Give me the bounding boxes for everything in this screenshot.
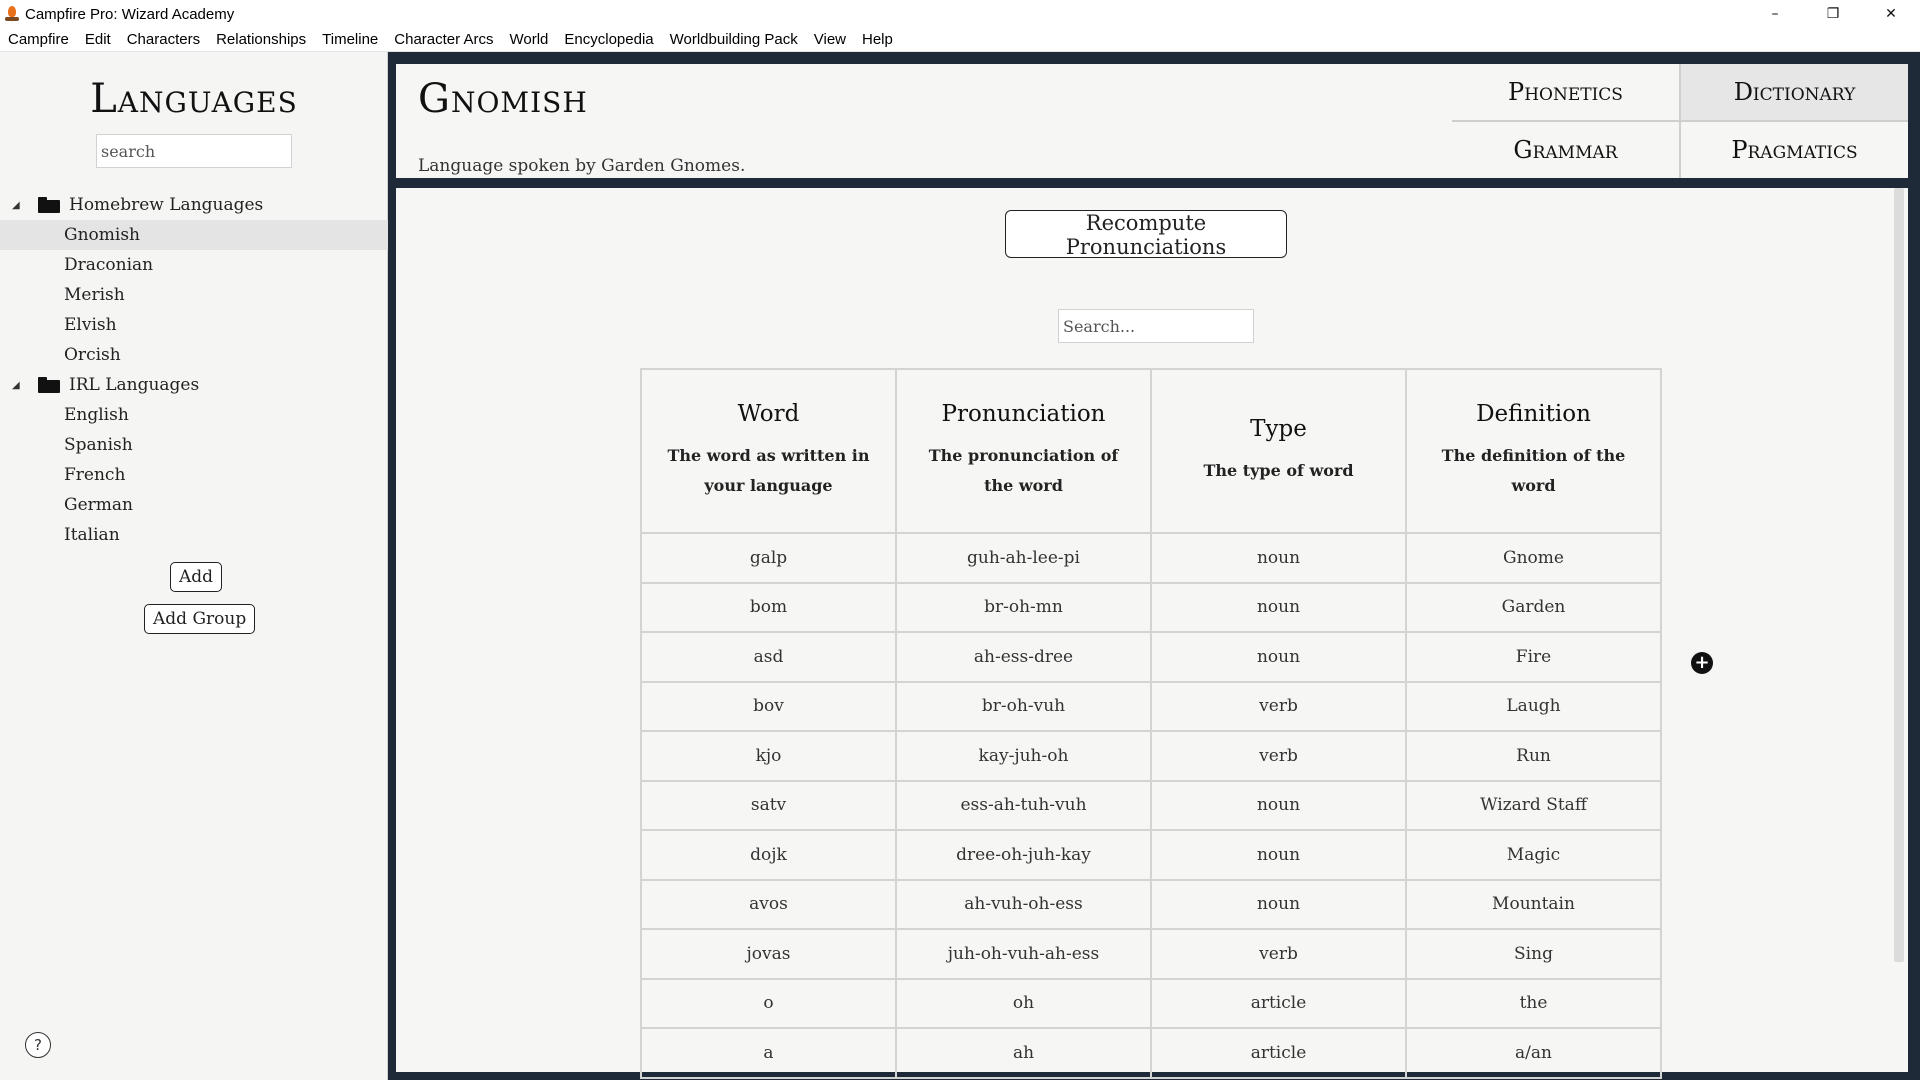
- folder-icon: [38, 197, 60, 213]
- tab-phonetics[interactable]: Phonetics: [1452, 64, 1679, 120]
- table-row[interactable]: [641, 929, 1661, 979]
- pronunciation-cell[interactable]: guh-ah-lee-pi: [896, 533, 1151, 583]
- pronunciation-cell[interactable]: juh-oh-vuh-ah-ess: [896, 929, 1151, 979]
- type-cell[interactable]: noun: [1151, 533, 1406, 583]
- column-subtitle: The type of word: [1203, 461, 1354, 480]
- column-header-type: [1151, 369, 1406, 533]
- language-item-spanish[interactable]: Spanish: [64, 435, 133, 455]
- pronunciation-cell[interactable]: kay-juh-oh: [896, 731, 1151, 781]
- title-bar: [0, 0, 1920, 28]
- table-row[interactable]: [641, 533, 1661, 583]
- type-cell[interactable]: noun: [1151, 583, 1406, 633]
- definition-cell[interactable]: Gnome: [1406, 533, 1661, 583]
- definition-cell[interactable]: Sing: [1406, 929, 1661, 979]
- word-cell[interactable]: asd: [641, 632, 896, 682]
- group-label: IRL Languages: [69, 375, 200, 395]
- menu-campfire[interactable]: Campfire: [8, 31, 69, 48]
- word-cell[interactable]: dojk: [641, 830, 896, 880]
- tab-grammar[interactable]: Grammar: [1452, 122, 1679, 178]
- scrollbar[interactable]: [1894, 188, 1904, 962]
- type-cell[interactable]: noun: [1151, 880, 1406, 930]
- language-item-german[interactable]: German: [64, 495, 133, 515]
- restore-button[interactable]: ❐: [1826, 6, 1840, 22]
- column-header-word: [641, 369, 896, 533]
- definition-cell[interactable]: Garden: [1406, 583, 1661, 633]
- column-subtitle: The definition of the word: [1441, 446, 1626, 495]
- dictionary-search-input[interactable]: [1058, 309, 1254, 343]
- type-cell[interactable]: verb: [1151, 929, 1406, 979]
- collapse-triangle-icon[interactable]: ◢: [12, 199, 20, 211]
- language-title[interactable]: Gnomish: [418, 76, 588, 122]
- definition-cell[interactable]: Fire: [1406, 632, 1661, 682]
- word-cell[interactable]: jovas: [641, 929, 896, 979]
- plus-circle-icon[interactable]: +: [1691, 652, 1713, 674]
- type-cell[interactable]: verb: [1151, 731, 1406, 781]
- column-subtitle: The pronunciation of the word: [928, 446, 1119, 495]
- type-cell[interactable]: article: [1151, 979, 1406, 1029]
- table-row[interactable]: [641, 583, 1661, 633]
- column-subtitle: The word as written in your language: [667, 446, 870, 495]
- pronunciation-cell[interactable]: oh: [896, 979, 1151, 1029]
- word-cell[interactable]: galp: [641, 533, 896, 583]
- add-language-button[interactable]: Add: [170, 562, 222, 592]
- language-tree: [0, 190, 388, 550]
- group-irl-languages[interactable]: [0, 370, 388, 400]
- tab-dictionary[interactable]: Dictionary: [1681, 64, 1908, 120]
- definition-cell[interactable]: Magic: [1406, 830, 1661, 880]
- pronunciation-cell[interactable]: ess-ah-tuh-vuh: [896, 781, 1151, 831]
- campfire-icon: [5, 6, 19, 22]
- pronunciation-cell[interactable]: br-oh-mn: [896, 583, 1151, 633]
- menu-edit[interactable]: Edit: [84, 31, 111, 48]
- group-homebrew-languages[interactable]: [0, 190, 388, 220]
- definition-cell[interactable]: the: [1406, 979, 1661, 1029]
- window-title: Campfire Pro: Wizard Academy: [25, 5, 235, 23]
- language-item-orcish[interactable]: Orcish: [64, 345, 121, 365]
- definition-cell[interactable]: a/an: [1406, 1028, 1661, 1078]
- table-row[interactable]: [641, 830, 1661, 880]
- language-header: [396, 64, 1908, 178]
- tab-pragmatics[interactable]: Pragmatics: [1681, 122, 1908, 178]
- pronunciation-cell[interactable]: ah: [896, 1028, 1151, 1078]
- pronunciation-cell[interactable]: br-oh-vuh: [896, 682, 1151, 732]
- language-description[interactable]: Language spoken by Garden Gnomes.: [418, 156, 746, 176]
- column-title: Word: [737, 401, 800, 427]
- dictionary-table: [640, 368, 1662, 1079]
- word-cell[interactable]: kjo: [641, 731, 896, 781]
- add-group-button[interactable]: Add Group: [144, 604, 255, 634]
- menu-characters[interactable]: Characters: [126, 31, 201, 48]
- recompute-pronunciations-button[interactable]: Recompute Pronunciations: [1005, 210, 1287, 258]
- language-item-english[interactable]: English: [64, 405, 129, 425]
- table-row[interactable]: [641, 682, 1661, 732]
- definition-cell[interactable]: Wizard Staff: [1406, 781, 1661, 831]
- word-cell[interactable]: avos: [641, 880, 896, 930]
- type-cell[interactable]: noun: [1151, 830, 1406, 880]
- language-item-elvish[interactable]: Elvish: [64, 315, 117, 335]
- dictionary-panel: [396, 188, 1908, 1072]
- table-row[interactable]: [641, 781, 1661, 831]
- pronunciation-cell[interactable]: dree-oh-juh-kay: [896, 830, 1151, 880]
- table-row[interactable]: [641, 1028, 1661, 1078]
- menu-help[interactable]: Help: [862, 31, 893, 48]
- language-item-french[interactable]: French: [64, 465, 126, 485]
- menu-view[interactable]: View: [813, 31, 846, 48]
- table-row[interactable]: [641, 731, 1661, 781]
- group-label: Homebrew Languages: [69, 195, 264, 215]
- type-cell[interactable]: verb: [1151, 682, 1406, 732]
- menu-world[interactable]: World: [509, 31, 549, 48]
- folder-icon: [38, 377, 60, 393]
- language-item-merish[interactable]: Merish: [64, 285, 125, 305]
- column-title: Pronunciation: [941, 401, 1106, 427]
- table-header-row: [641, 369, 1661, 533]
- type-cell[interactable]: noun: [1151, 632, 1406, 682]
- language-item-gnomish[interactable]: Gnomish: [0, 220, 388, 250]
- table-row[interactable]: [641, 979, 1661, 1029]
- table-row[interactable]: [641, 880, 1661, 930]
- menu-worldbuilding-pack[interactable]: Worldbuilding Pack: [669, 31, 798, 48]
- column-title: Type: [1250, 416, 1307, 442]
- language-item-draconian[interactable]: Draconian: [64, 255, 154, 275]
- word-cell[interactable]: bov: [641, 682, 896, 732]
- word-cell[interactable]: bom: [641, 583, 896, 633]
- language-search-input[interactable]: [96, 134, 292, 168]
- language-item-italian[interactable]: Italian: [64, 525, 120, 545]
- menu-character-arcs[interactable]: Character Arcs: [394, 31, 494, 48]
- column-title: Definition: [1476, 401, 1591, 427]
- menu-relationships[interactable]: Relationships: [216, 31, 307, 48]
- language-section-tabs: [1452, 64, 1908, 178]
- column-header-pronunciation: [896, 369, 1151, 533]
- word-cell[interactable]: satv: [641, 781, 896, 831]
- menu-encyclopedia[interactable]: Encyclopedia: [564, 31, 654, 48]
- definition-cell[interactable]: Mountain: [1406, 880, 1661, 930]
- help-icon[interactable]: ?: [25, 1032, 51, 1058]
- column-header-definition: [1406, 369, 1661, 533]
- word-cell[interactable]: o: [641, 979, 896, 1029]
- minimize-button[interactable]: –: [1771, 6, 1779, 22]
- definition-cell[interactable]: Laugh: [1406, 682, 1661, 732]
- collapse-triangle-icon[interactable]: ◢: [12, 379, 20, 391]
- main-area: [388, 52, 1920, 1080]
- close-button[interactable]: ✕: [1885, 6, 1897, 22]
- menu-timeline[interactable]: Timeline: [322, 31, 379, 48]
- definition-cell[interactable]: Run: [1406, 731, 1661, 781]
- menu-bar: [0, 28, 1920, 52]
- pronunciation-cell[interactable]: ah-vuh-oh-ess: [896, 880, 1151, 930]
- languages-sidebar: [0, 52, 388, 1080]
- sidebar-title: Languages: [90, 76, 298, 122]
- window-controls: [1746, 0, 1920, 28]
- pronunciation-cell[interactable]: ah-ess-dree: [896, 632, 1151, 682]
- type-cell[interactable]: article: [1151, 1028, 1406, 1078]
- table-row[interactable]: [641, 632, 1661, 682]
- word-cell[interactable]: a: [641, 1028, 896, 1078]
- type-cell[interactable]: noun: [1151, 781, 1406, 831]
